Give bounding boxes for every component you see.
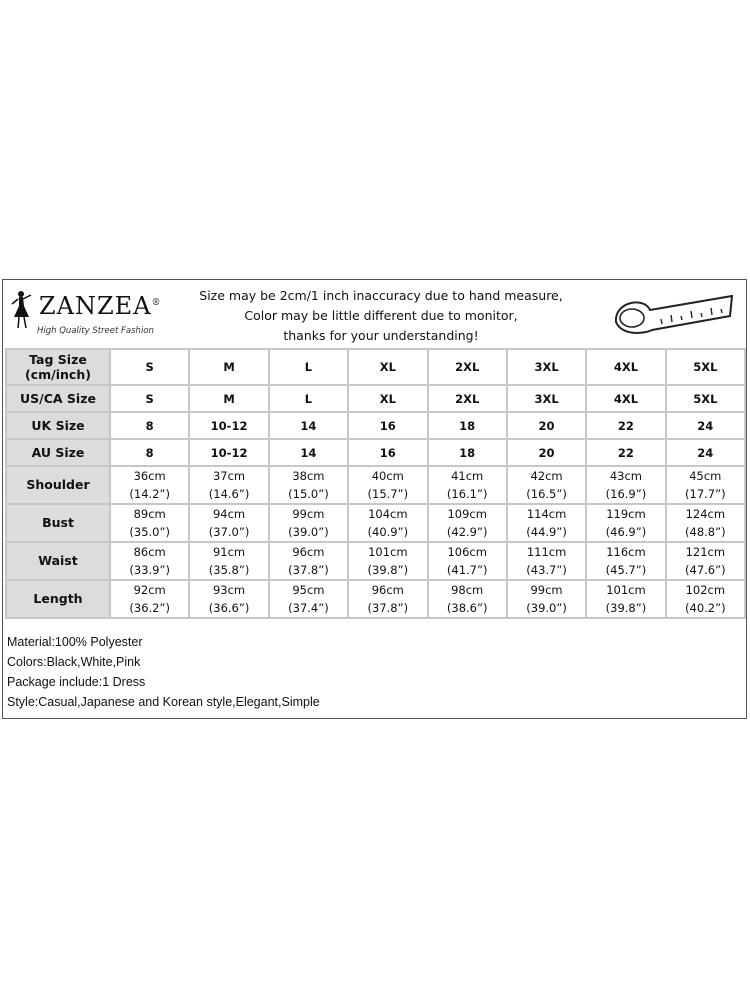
table-cell: L xyxy=(269,385,348,412)
table-cell: 36cm (14.2”) xyxy=(110,466,189,504)
info-style: Style:Casual,Japanese and Korean style,Elegant,Simple xyxy=(7,695,320,709)
table-cell: 121cm (47.6”) xyxy=(666,542,745,580)
chart-header xyxy=(3,280,746,346)
table-cell: 42cm (16.5”) xyxy=(507,466,586,504)
table-cell: 98cm (38.6”) xyxy=(428,580,507,618)
note-line: thanks for your understanding! xyxy=(283,328,479,343)
table-row xyxy=(6,580,745,618)
table-cell: 22 xyxy=(586,439,665,466)
info-colors: Colors:Black,White,Pink xyxy=(7,655,141,669)
table-cell: 89cm (35.0”) xyxy=(110,504,189,542)
table-cell: 38cm (15.0”) xyxy=(269,466,348,504)
table-cell: 20 xyxy=(507,439,586,466)
row-header-uk-size: UK Size xyxy=(6,412,110,439)
table-cell: 18 xyxy=(428,439,507,466)
table-cell: 92cm (36.2”) xyxy=(110,580,189,618)
info-material: Material:100% Polyester xyxy=(7,635,143,649)
table-cell: 3XL xyxy=(507,349,586,385)
table-cell: XL xyxy=(348,349,427,385)
table-cell: 99cm (39.0”) xyxy=(507,580,586,618)
table-cell: 40cm (15.7”) xyxy=(348,466,427,504)
table-cell: 102cm (40.2”) xyxy=(666,580,745,618)
table-cell: 91cm (35.8”) xyxy=(189,542,268,580)
table-row xyxy=(6,385,745,412)
table-cell: 10-12 xyxy=(189,439,268,466)
table-row xyxy=(6,439,745,466)
row-header-waist: Waist xyxy=(6,542,110,580)
table-cell: S xyxy=(110,349,189,385)
table-cell: 43cm (16.9”) xyxy=(586,466,665,504)
table-cell: 5XL xyxy=(666,385,745,412)
table-cell: 24 xyxy=(666,412,745,439)
note-line: Size may be 2cm/1 inch inaccuracy due to hand measure, xyxy=(199,288,563,303)
table-cell: 3XL xyxy=(507,385,586,412)
table-cell: L xyxy=(269,349,348,385)
table-cell: 8 xyxy=(110,412,189,439)
brand-tagline: High Quality Street Fashion xyxy=(37,326,154,336)
info-package: Package include:1 Dress xyxy=(7,675,146,689)
table-cell: 104cm (40.9”) xyxy=(348,504,427,542)
table-row xyxy=(6,542,745,580)
table-cell: 95cm (37.4”) xyxy=(269,580,348,618)
table-cell: XL xyxy=(348,385,427,412)
table-cell: 109cm (42.9”) xyxy=(428,504,507,542)
table-cell: 93cm (36.6”) xyxy=(189,580,268,618)
table-row xyxy=(6,466,745,504)
size-chart-card xyxy=(2,279,747,719)
table-cell: 22 xyxy=(586,412,665,439)
table-row xyxy=(6,504,745,542)
table-cell: 16 xyxy=(348,412,427,439)
table-cell: 111cm (43.7”) xyxy=(507,542,586,580)
table-cell: 8 xyxy=(110,439,189,466)
table-cell: 2XL xyxy=(428,385,507,412)
table-cell: 45cm (17.7”) xyxy=(666,466,745,504)
table-cell: 96cm (37.8”) xyxy=(269,542,348,580)
row-header-tag-size: Tag Size (cm/inch) xyxy=(6,349,110,385)
table-cell: 101cm (39.8”) xyxy=(586,580,665,618)
table-cell: 2XL xyxy=(428,349,507,385)
table-cell: 14 xyxy=(269,439,348,466)
table-cell: 99cm (39.0”) xyxy=(269,504,348,542)
table-row xyxy=(6,349,745,385)
table-cell: 18 xyxy=(428,412,507,439)
measuring-tape-icon xyxy=(606,284,738,344)
table-cell: 119cm (46.9”) xyxy=(586,504,665,542)
table-cell: 37cm (14.6”) xyxy=(189,466,268,504)
table-cell: 106cm (41.7”) xyxy=(428,542,507,580)
table-cell: S xyxy=(110,385,189,412)
table-cell: 124cm (48.8”) xyxy=(666,504,745,542)
size-notes xyxy=(191,286,571,346)
table-cell: 10-12 xyxy=(189,412,268,439)
table-row xyxy=(6,412,745,439)
brand-logo xyxy=(9,286,162,340)
table-cell: 5XL xyxy=(666,349,745,385)
row-header-bust: Bust xyxy=(6,504,110,542)
row-header-us-size: US/CA Size xyxy=(6,385,110,412)
table-cell: 24 xyxy=(666,439,745,466)
product-info xyxy=(7,632,320,712)
row-header-au-size: AU Size xyxy=(6,439,110,466)
size-table xyxy=(5,348,746,619)
table-cell: M xyxy=(189,349,268,385)
table-cell: 41cm (16.1”) xyxy=(428,466,507,504)
table-cell: 116cm (45.7”) xyxy=(586,542,665,580)
table-cell: 94cm (37.0”) xyxy=(189,504,268,542)
note-line: Color may be little different due to monitor, xyxy=(244,308,518,323)
table-cell: 4XL xyxy=(586,385,665,412)
table-cell: 101cm (39.8”) xyxy=(348,542,427,580)
row-header-shoulder: Shoulder xyxy=(6,466,110,504)
fashion-figure-icon xyxy=(9,290,35,330)
table-cell: 96cm (37.8”) xyxy=(348,580,427,618)
table-cell: M xyxy=(189,385,268,412)
row-header-length: Length xyxy=(6,580,110,618)
table-cell: 20 xyxy=(507,412,586,439)
table-cell: 14 xyxy=(269,412,348,439)
table-cell: 114cm (44.9”) xyxy=(507,504,586,542)
table-cell: 4XL xyxy=(586,349,665,385)
table-cell: 86cm (33.9”) xyxy=(110,542,189,580)
brand-name: ZANZEA® xyxy=(39,292,162,320)
table-cell: 16 xyxy=(348,439,427,466)
